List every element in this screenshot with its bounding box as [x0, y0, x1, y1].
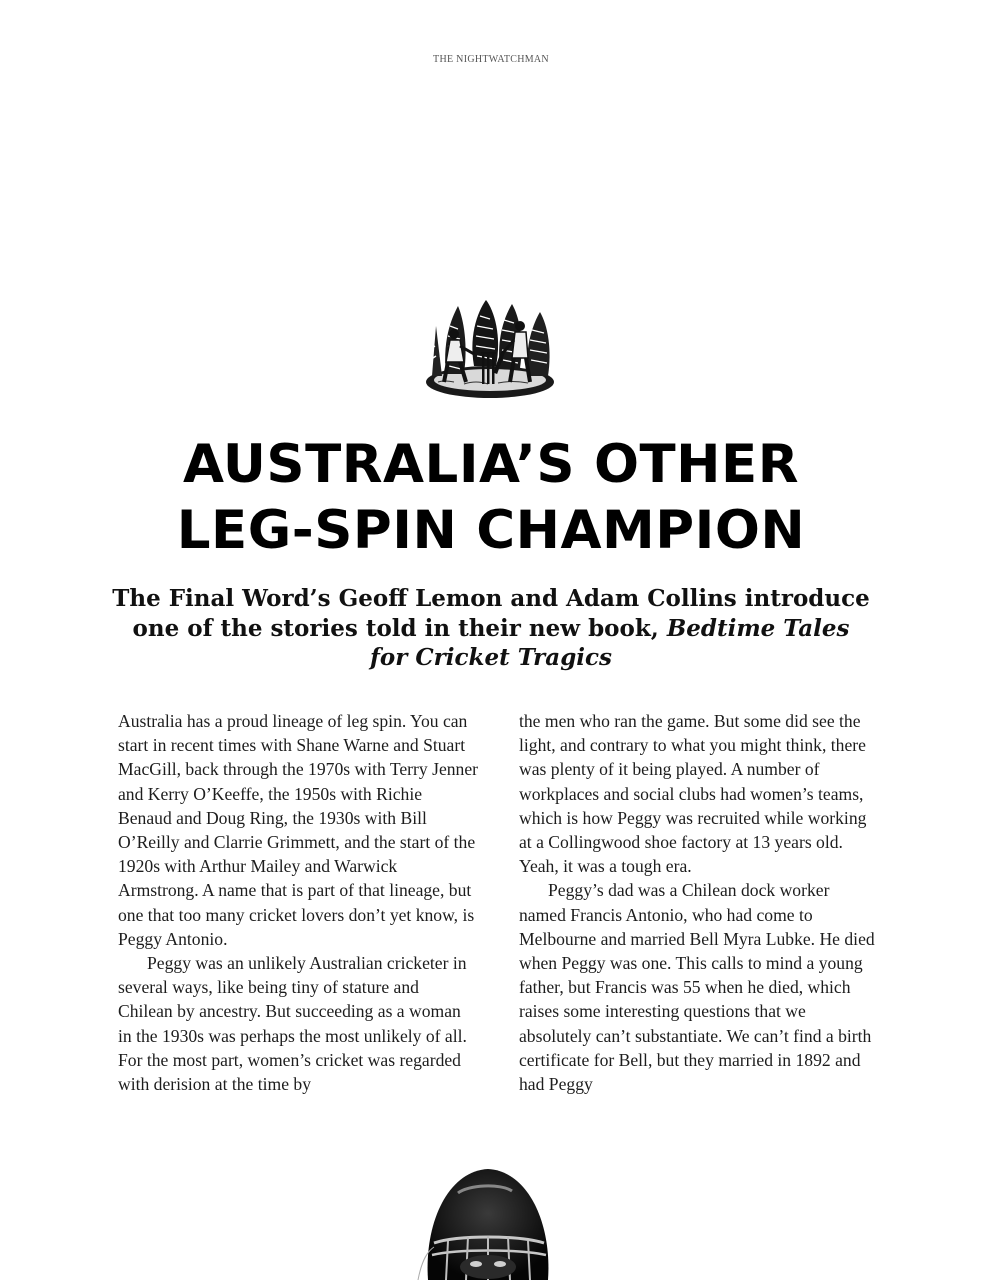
article-headline — [0, 432, 982, 564]
body-column-right — [519, 709, 879, 1096]
running-head: THE NIGHTWATCHMAN — [433, 54, 549, 65]
body-paragraph: Peggy was an unlikely Australian cricketer in several ways, like being tiny of stature and Chilean by ancestry. But succeeding as a woman in the 1930s was perhaps the most unlikely of all. For the most part, women’s cricket was regarded with derision at the time by — [118, 953, 467, 1095]
book-title: Bedtime Tales for Cricket Tragics — [370, 614, 850, 671]
body-paragraph: Australia has a proud lineage of leg spin. You can start in recent times with Shane Warne and Stuart MacGill, back through the 1970s with Terry Jenner and Kerry O’Keeffe, the 1950s with Richie Benaud and Doug Ring, the 1930s with Bill O’Reilly and Clarrie Grimmett, and the start of the 1920s with Arthur Mailey and Warwick Armstrong. A name that is part of that lineage, but one that too many cricket lovers don’t yet know, is Peggy Antonio. — [118, 711, 479, 949]
cricketers-woodcut-illustration — [424, 296, 556, 402]
standfirst — [110, 584, 872, 673]
headline-line-2: LEG-SPIN CHAMPION — [176, 500, 806, 561]
body-column-left — [118, 709, 478, 1096]
standfirst-text: The Final Word’s Geoff Lemon and Adam Collins introduce one of the stories told in their new book, — [112, 585, 870, 642]
headline-line-1: AUSTRALIA’S OTHER — [182, 434, 800, 495]
batsman-helmet-photo — [388, 1163, 584, 1280]
body-paragraph: Peggy’s dad was a Chilean dock worker named Francis Antonio, who had come to Melbourne and married Bell Myra Lubke. He died when Peggy was one. This calls to mind a young father, but Francis was 55 when he died, which raises some interesting questions that we absolutely can’t substantiate. We can’t find a birth certificate for Bell, but they married in 1892 and had Peggy — [519, 880, 875, 1095]
body-paragraph: the men who ran the game. But some did see the light, and contrary to what you might think, there was plenty of it being played. A number of workplaces and social clubs had women’s teams, which is how Peggy was recruited while working at a Collingwood shoe factory at 13 years old. Yeah, it was a tough era. — [519, 711, 867, 877]
